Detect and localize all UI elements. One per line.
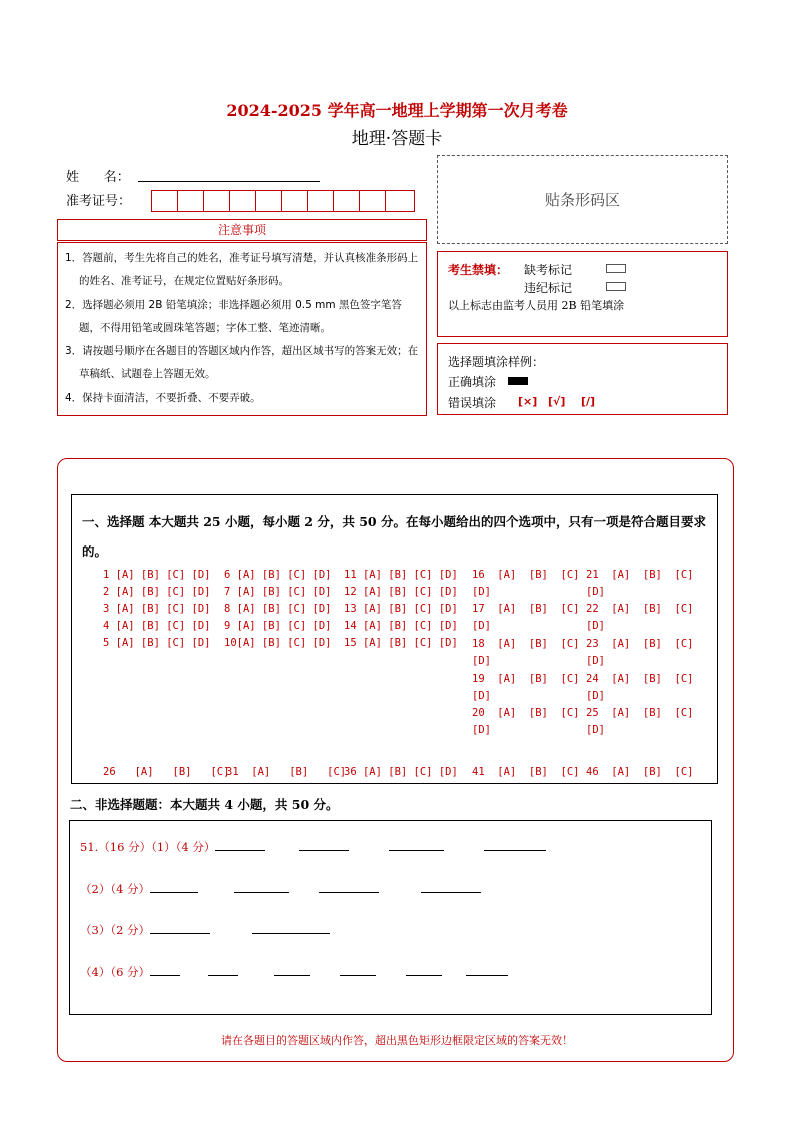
answer-blank[interactable] xyxy=(252,923,330,934)
correct-fill-swatch xyxy=(508,377,528,385)
question-51-3 xyxy=(80,922,330,938)
id-digit-box[interactable] xyxy=(229,190,256,212)
choice-row[interactable]: 36 [A] [B] [C] [D] xyxy=(344,766,458,778)
answer-blank[interactable] xyxy=(150,882,198,893)
answer-blank[interactable] xyxy=(234,882,289,893)
answer-blank[interactable] xyxy=(215,840,265,851)
choice-row[interactable]: [D] xyxy=(472,655,491,667)
wrong-mark: [√] xyxy=(548,395,566,408)
choice-row[interactable]: 13 [A] [B] [C] [D] xyxy=(344,603,458,615)
question-label: （2）（4 分） xyxy=(80,882,151,896)
fill-example-box xyxy=(437,343,728,415)
choice-row[interactable]: 16 [A] [B] [C] xyxy=(472,569,580,581)
choice-row[interactable]: [D] xyxy=(472,586,491,598)
choice-row[interactable]: 17 [A] [B] [C] xyxy=(472,603,580,615)
choice-row[interactable]: 23 [A] [B] [C] xyxy=(586,638,694,650)
absent-mark-label: 缺考标记 xyxy=(524,263,573,277)
choice-row[interactable]: 4 [A] [B] [C] [D] xyxy=(103,620,211,632)
name-field[interactable] xyxy=(138,181,320,182)
choice-row[interactable]: [D] xyxy=(586,690,605,702)
notice-item: 3．请按题号顺序在各题目的答题区域内作答，超出区域书写的答案无效；在草稿纸、试题卷上答题无效。 xyxy=(65,345,419,381)
choice-row[interactable]: 19 [A] [B] [C] xyxy=(472,673,580,685)
choice-row[interactable]: 6 [A] [B] [C] [D] xyxy=(224,569,332,581)
wrong-mark: [×] xyxy=(518,395,538,408)
choice-row[interactable]: [D] xyxy=(472,620,491,632)
footer-warning: 请在各题目的答题区域内作答，超出黑色矩形边框限定区域的答案无效！ xyxy=(221,1034,573,1047)
choice-row[interactable]: 22 [A] [B] [C] xyxy=(586,603,694,615)
id-digit-box[interactable] xyxy=(359,190,386,212)
fill-example-title: 选择题填涂样例： xyxy=(448,355,545,369)
id-digit-box[interactable] xyxy=(203,190,230,212)
barcode-label: 贴条形码区 xyxy=(544,191,620,209)
section1-heading: 一、选择题 本大题共 25 小题，每小题 2 分，共 50 分。在每小题给出的四个选项中，只有一项是符合题目要求的。 xyxy=(82,514,706,559)
name-label: 姓 名： xyxy=(66,170,130,185)
answer-blank[interactable] xyxy=(274,965,310,976)
question-label: 51.（16 分）（1）（4 分） xyxy=(80,840,216,854)
choice-row[interactable]: 18 [A] [B] [C] xyxy=(472,638,580,650)
answer-blank[interactable] xyxy=(466,965,508,976)
exam-mark-label: 考生禁填： xyxy=(448,263,509,277)
correct-fill-label: 正确填涂 xyxy=(448,375,497,389)
section2-heading: 二、非选择题题：本大题共 4 小题，共 50 分。 xyxy=(70,797,339,812)
notice-heading: 注意事项 xyxy=(57,219,427,241)
answer-blank[interactable] xyxy=(150,965,180,976)
exam-mark-box xyxy=(437,251,728,337)
wrong-fill-label: 错误填涂 xyxy=(448,396,497,410)
id-digit-box[interactable] xyxy=(177,190,204,212)
choice-row[interactable]: 25 [A] [B] [C] xyxy=(586,707,694,719)
exam-title: 2024-2025 学年高一地理上学期第一次月考卷 xyxy=(226,101,568,120)
answer-blank[interactable] xyxy=(484,840,546,851)
id-digit-box[interactable] xyxy=(151,190,178,212)
answer-blank[interactable] xyxy=(421,882,481,893)
choice-row[interactable]: 31 [A] [B] [C] xyxy=(226,766,347,778)
notice-item: 2．选择题必须用 2B 铅笔填涂；非选择题必须用 0.5 mm 黑色签字笔答题，不得用铅笔或圆珠笔答题；字体工整、笔迹清晰。 xyxy=(65,298,402,334)
wrong-mark: [/] xyxy=(581,395,596,408)
id-digit-box[interactable] xyxy=(333,190,360,212)
id-digit-box[interactable] xyxy=(281,190,308,212)
question-51-4 xyxy=(80,964,508,980)
id-digit-box[interactable] xyxy=(385,190,415,212)
id-digit-box[interactable] xyxy=(255,190,282,212)
answer-blank[interactable] xyxy=(150,923,210,934)
answer-blank[interactable] xyxy=(406,965,442,976)
question-51-1 xyxy=(80,839,546,855)
barcode-area xyxy=(437,155,728,244)
notice-item: 1．答题前，考生先将自己的姓名，准考证号填写清楚，并认真核准条形码上的姓名、准考证号，在规定位置贴好条形码。 xyxy=(65,252,419,288)
notice-box xyxy=(57,242,427,416)
choice-row[interactable]: 10[A] [B] [C] [D] xyxy=(224,637,332,649)
absent-mark-box[interactable] xyxy=(606,264,626,273)
choice-row[interactable]: 24 [A] [B] [C] xyxy=(586,673,694,685)
choice-row[interactable]: 41 [A] [B] [C] xyxy=(472,766,580,778)
question-51-2 xyxy=(80,881,481,897)
choice-row[interactable]: 8 [A] [B] [C] [D] xyxy=(224,603,332,615)
choice-row[interactable]: 11 [A] [B] [C] [D] xyxy=(344,569,458,581)
violation-mark-label: 违纪标记 xyxy=(524,281,573,295)
choice-row[interactable]: 15 [A] [B] [C] [D] xyxy=(344,637,458,649)
answer-blank[interactable] xyxy=(319,882,379,893)
question-label: （3）（2 分） xyxy=(80,923,151,937)
id-digit-box[interactable] xyxy=(307,190,334,212)
notice-item: 4．保持卡面清洁，不要折叠、不要弄破。 xyxy=(65,391,261,404)
id-label: 准考证号： xyxy=(66,194,132,209)
choice-row[interactable]: 2 [A] [B] [C] [D] xyxy=(103,586,211,598)
question-label: （4）（6 分） xyxy=(80,965,151,979)
choice-row[interactable]: 26 [A] [B] [C] xyxy=(103,766,230,778)
choice-row[interactable]: 14 [A] [B] [C] [D] xyxy=(344,620,458,632)
choice-row[interactable]: 12 [A] [B] [C] [D] xyxy=(344,586,458,598)
choice-row[interactable]: [D] xyxy=(586,586,605,598)
answer-sheet-subtitle: 地理·答题卡 xyxy=(351,129,443,149)
choice-row[interactable]: [D] xyxy=(586,620,605,632)
choice-row[interactable]: [D] xyxy=(586,655,605,667)
choice-row[interactable]: 7 [A] [B] [C] [D] xyxy=(224,586,332,598)
exam-mark-note: 以上标志由监考人员用 2B 铅笔填涂 xyxy=(448,299,625,312)
choice-row[interactable]: [D] xyxy=(472,690,491,702)
choice-row[interactable]: 3 [A] [B] [C] [D] xyxy=(103,603,211,615)
choice-row[interactable]: [D] xyxy=(586,724,605,736)
answer-blank[interactable] xyxy=(340,965,376,976)
choice-row[interactable]: 9 [A] [B] [C] [D] xyxy=(224,620,332,632)
choice-row[interactable]: 46 [A] [B] [C] xyxy=(586,766,694,778)
choice-row[interactable]: [D] xyxy=(472,724,491,736)
answer-blank[interactable] xyxy=(389,840,444,851)
answer-blank[interactable] xyxy=(299,840,349,851)
choice-row[interactable]: 21 [A] [B] [C] xyxy=(586,569,694,581)
choice-row[interactable]: 1 [A] [B] [C] [D] xyxy=(103,569,211,581)
answer-blank[interactable] xyxy=(208,965,238,976)
choice-row[interactable]: 5 [A] [B] [C] [D] xyxy=(103,637,211,649)
choice-row[interactable]: 20 [A] [B] [C] xyxy=(472,707,580,719)
violation-mark-box[interactable] xyxy=(606,282,626,291)
